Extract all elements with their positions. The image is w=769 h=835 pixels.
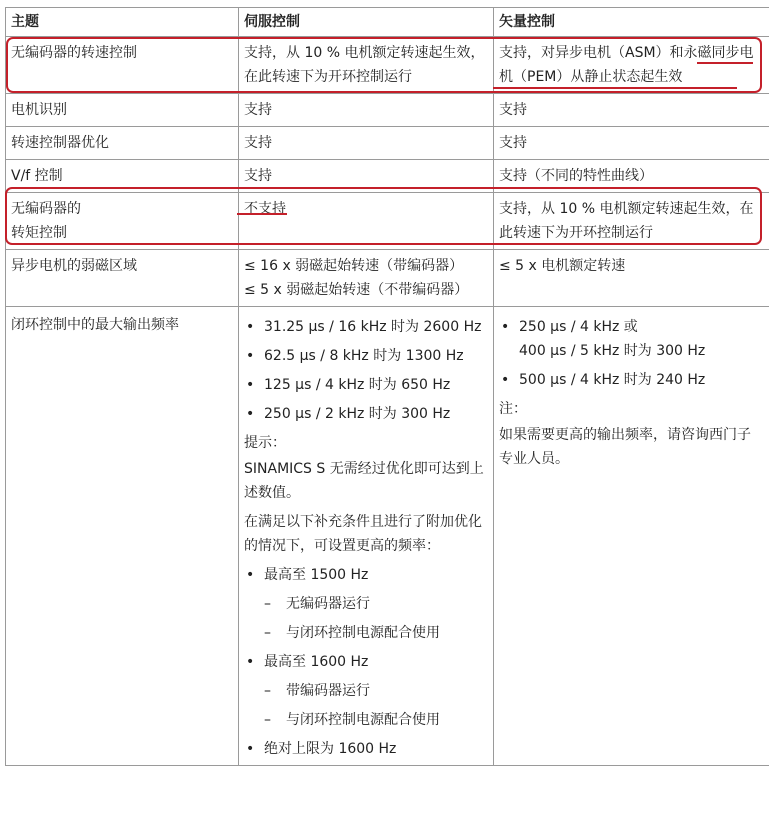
cell-topic: [6, 193, 239, 250]
cell-topic: 无编码器的转速控制: [6, 37, 239, 94]
list-item: • 31.25 µs / 16 kHz 时为 2600 Hz: [244, 315, 488, 339]
topic-line: 无编码器的: [11, 201, 81, 217]
list-item-line: 400 µs / 5 kHz 时为 300 Hz: [519, 343, 706, 359]
cell-topic: 转速控制器优化: [6, 127, 239, 160]
sub-list-item: – 与闭环控制电源配合使用: [244, 708, 488, 732]
table-row: [6, 307, 769, 766]
cell-topic: 电机识别: [6, 94, 239, 127]
sub-list: [244, 592, 488, 645]
cell-vector: [494, 307, 769, 766]
cell-vector: 支持，对异步电机（ASM）和永磁同步电机（PEM）从静止状态起生效: [494, 37, 769, 94]
header-servo: 伺服控制: [239, 8, 494, 37]
list-item: • 最高至 1500 Hz: [244, 563, 488, 587]
cell-vector: 支持，从 10 % 电机额定转速起生效，在此转速下为开环控制运行: [494, 193, 769, 250]
list-item: • 绝对上限为 1600 Hz: [244, 737, 488, 761]
table-row: [6, 127, 769, 160]
sub-list-item: – 带编码器运行: [244, 679, 488, 703]
sub-list: [244, 679, 488, 732]
header-row: [6, 8, 769, 37]
table-row: [6, 250, 769, 307]
list-item: [499, 315, 764, 363]
header-topic: 主题: [6, 8, 239, 37]
hint-text: SINAMICS S 无需经过优化即可达到上述数值。: [244, 461, 484, 501]
list-item: • 62.5 µs / 8 kHz 时为 1300 Hz: [244, 344, 488, 368]
cell-servo: 不支持: [239, 193, 494, 250]
list-item: • 125 µs / 4 kHz 时为 650 Hz: [244, 373, 488, 397]
list-item: • 250 µs / 2 kHz 时为 300 Hz: [244, 402, 488, 426]
servo-line: ≤ 5 x 弱磁起始转速（不带编码器）: [244, 282, 469, 298]
table-row: [6, 37, 769, 94]
limit-list: [244, 737, 488, 761]
note-label: 注：: [499, 401, 527, 417]
cell-topic: 闭环控制中的最大输出频率: [6, 307, 239, 766]
header-vector: 矢量控制: [494, 8, 769, 37]
sub-list-item: – 与闭环控制电源配合使用: [244, 621, 488, 645]
higher-freq-list: [244, 650, 488, 674]
cell-topic: V/f 控制: [6, 160, 239, 193]
list-item: • 500 µs / 4 kHz 时为 240 Hz: [499, 368, 764, 392]
cell-servo: 支持: [239, 127, 494, 160]
list-item-line: • 250 µs / 4 kHz 或: [519, 319, 638, 335]
hint-label: 提示：: [244, 435, 286, 451]
cell-servo: [239, 250, 494, 307]
servo-line: ≤ 16 x 弱磁起始转速（带编码器）: [244, 258, 464, 274]
comparison-table: [5, 7, 769, 766]
servo-freq-list: [244, 315, 488, 426]
table-row: [6, 94, 769, 127]
higher-freq-list: [244, 563, 488, 587]
cell-servo: [239, 307, 494, 766]
cell-vector: 支持（不同的特性曲线）: [494, 160, 769, 193]
cell-vector: 支持: [494, 94, 769, 127]
list-item: • 最高至 1600 Hz: [244, 650, 488, 674]
vector-freq-list: [499, 315, 764, 392]
cell-servo: 支持，从 10 % 电机额定转速起生效，在此转速下为开环控制运行: [239, 37, 494, 94]
table-row: [6, 193, 769, 250]
sub-list-item: – 无编码器运行: [244, 592, 488, 616]
cell-vector: 支持: [494, 127, 769, 160]
table-row: [6, 160, 769, 193]
hint-text: 在满足以下补充条件且进行了附加优化的情况下，可设置更高的频率：: [244, 514, 482, 554]
cell-vector: ≤ 5 x 电机额定转速: [494, 250, 769, 307]
cell-servo: 支持: [239, 160, 494, 193]
topic-line: 转矩控制: [11, 225, 67, 241]
cell-servo: 支持: [239, 94, 494, 127]
note-text: 如果需要更高的输出频率，请咨询西门子专业人员。: [499, 427, 751, 467]
cell-topic: 异步电机的弱磁区域: [6, 250, 239, 307]
